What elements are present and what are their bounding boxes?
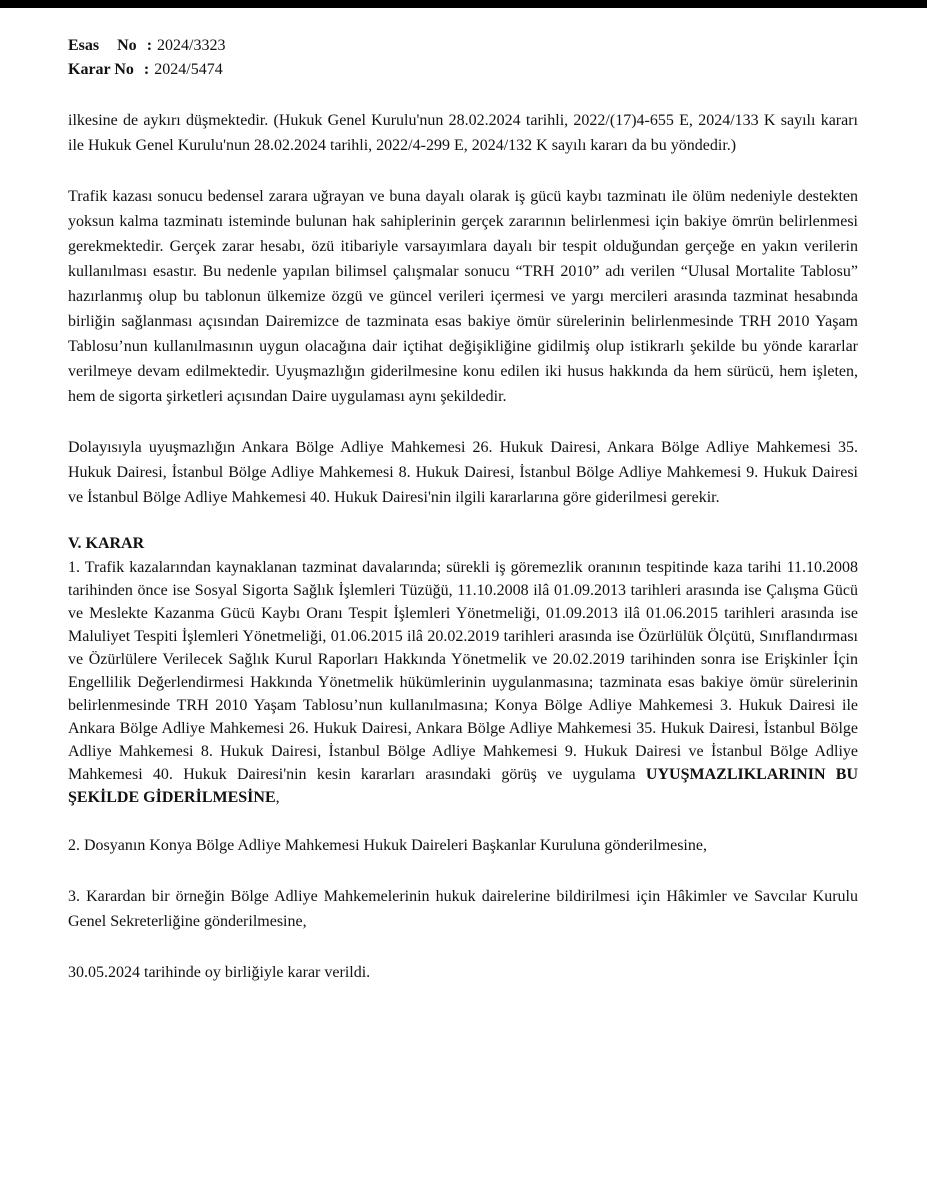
karar-label: Karar No [68,61,134,78]
karar-section-title: V. KARAR [68,535,145,552]
paragraph-3: Dolayısıyla uyuşmazlığın Ankara Bölge Adliye Mahkemesi 26. Hukuk Dairesi, Ankara Bölge Adliye Mahkemesi 35. Hukuk Dairesi, İstanbul Bölge Adliye Mahkemesi 8. Hukuk Dairesi, İstanbul Bölge Adliye Mahkemesi 9. Hukuk Dairesi ve İstanbul Bölge Adliye Mahkemesi 40. Hukuk Dairesi'nin ilgili kararlarına göre giderilmesi gerekir. [68,439,858,506]
karar-item-1-bold: UYUŞMAZLIKLARININ BU ŞEKİLDE GİDERİLMESİNE [68,766,858,806]
closing-line: 30.05.2024 tarihinde oy birliğiyle karar verildi. [68,964,371,981]
karar-item-1 [68,556,858,809]
document-page [68,34,858,985]
esas-label: Esas [68,37,100,54]
karar-item-1-text: 1. Trafik kazalarından kaynaklanan tazminat davalarında; sürekli iş göremezlik oranının tespitinde kaza tarihi 11.10.2008 tarihinden önce ise Sosyal Sigorta Sağlık İşlemleri Tüzüğü, 11.10.2008 ilâ 01.09.2013 tarihleri arasında ise Çalışma Gücü ve Meslekte Kazanma Gücü Kaybı Oranı Tespit İşlemleri Yönetmeliği, 01.09.2013 ilâ 01.06.2015 tarihleri arasında ise Maluliyet Tespiti İşlemleri Yönetmeliği, 01.06.2015 ilâ 20.02.2019 tarihleri arasında ise Özürlülük Ölçütü, Sınıflandırması ve Özürlülere Verilecek Sağlık Kurul Raporları Hakkında Yönetmelik ve 20.02.2019 tarihinden sonra ise Erişkinler İçin Engellilik Değerlendirmesi Hakkında Yönetmelik hükümlerinin uygulanmasına; tazminata esas bakiye ömür sürelerinin belirlenmesinde TRH 2010 Yaşam Tablosu’nun kullanılmasına; Konya Bölge Adliye Mahkemesi 3. Hukuk Dairesi ile Ankara Bölge Adliye Mahkemesi 26. Hukuk Dairesi, Ankara Bölge Adliye Mahkemesi 35. Hukuk Dairesi, İstanbul Bölge Adliye Mahkemesi 8. Hukuk Dairesi, İstanbul Bölge Adliye Mahkemesi 9. Hukuk Dairesi ve İstanbul Bölge Adliye Mahkemesi 40. Hukuk Dairesi'nin kesin kararları arasındaki görüş ve uygulama [68,559,858,783]
esas-value: 2024/3323 [157,37,226,54]
esas-no-label: No [117,37,137,54]
karar-item-3: 3. Karardan bir örneğin Bölge Adliye Mahkemelerinin hukuk dairelerine bildirilmesi için Hâkimler ve Savcılar Kurulu Genel Sekreterliğine gönderilmesine, [68,888,858,930]
karar-item-1-end: , [275,789,280,806]
esas-colon: : [146,37,153,54]
karar-value: 2024/5474 [154,61,223,78]
karar-colon: : [143,61,150,78]
paragraph-2: Trafik kazası sonucu bedensel zarara uğrayan ve buna dayalı olarak iş gücü kaybı tazminatı ile ölüm nedeniyle destekten yoksun kalma tazminatı isteminde bulunan hak sahiplerinin gerçek zararının belirlenmesi için bakiye ömrün belirlenmesi gerekmektedir. Gerçek zarar hesabı, özü itibariyle varsayımlara dayalı bir tespit olduğundan gerçeğe en yakın verilerin kullanılması esastır. Bu nedenle yapılan bilimsel çalışmalar sonucu “TRH 2010” adı verilen “Ulusal Mortalite Tablosu” hazırlanmış olup bu tablonun ülkemize özgü ve güncel verileri içermesi ve yargı mercileri arasında tazminat hesabında birliğin sağlanması açısından Dairemizce de tazminata esas bakiye ömür sürelerinin belirlenmesinde TRH 2010 Yaşam Tablosu’nun kullanılmasının uygun olacağına dair içtihat değişikliğine gidilmiş olup istikrarlı şekilde bu yönde kararlar verilmeye devam edilmektedir. Uyuşmazlığın giderilmesine konu edilen iki husus hakkında da hem sürücü, hem işleten, hem de sigorta şirketleri açısından Daire uygulaması aynı şekildedir. [68,188,858,405]
top-edge-bar [0,0,927,8]
paragraph-1: ilkesine de aykırı düşmektedir. (Hukuk Genel Kurulu'nun 28.02.2024 tarihli, 2022/(17)4-655 E, 2024/133 K sayılı kararı ile Hukuk Genel Kurulu'nun 28.02.2024 tarihli, 2022/4-299 E, 2024/132 K sayılı kararı da bu yöndedir.) [68,112,858,154]
esas-line [68,34,858,58]
karar-item-2: 2. Dosyanın Konya Bölge Adliye Mahkemesi Hukuk Daireleri Başkanlar Kuruluna gönderilmesine, [68,837,707,854]
karar-line [68,58,858,82]
